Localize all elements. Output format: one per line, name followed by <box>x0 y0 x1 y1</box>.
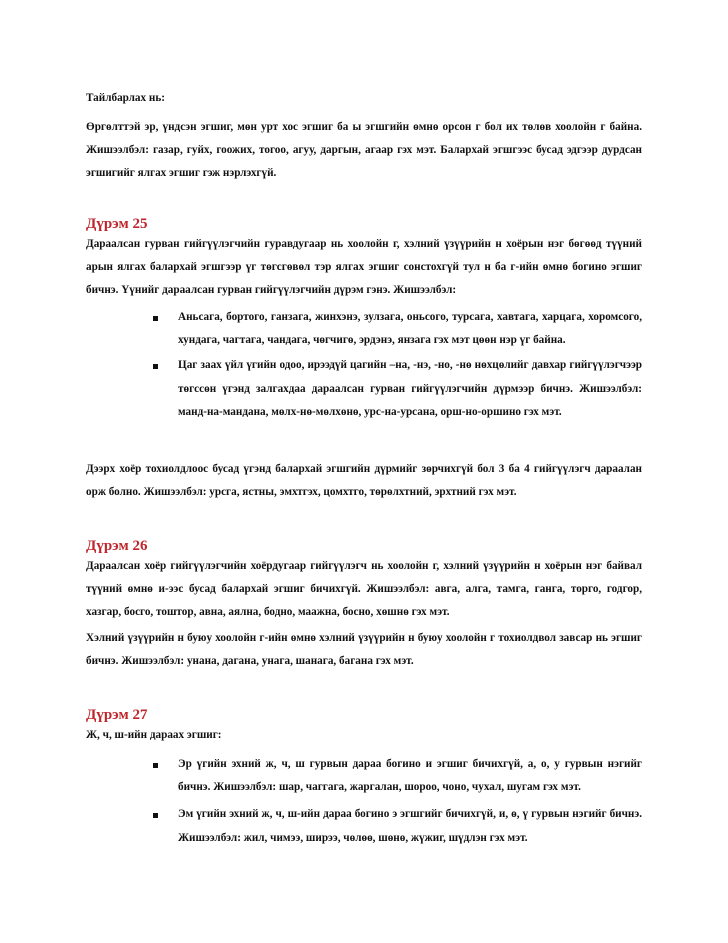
rule-25-bullet-2: Цаг заах үйл үгийн одоо, ирээдүй цагийн –на, -нэ, -но, -нө нөхцөлийг давхар гийгүүлэгчээр төгссөн үгэнд залгахдаа дараалсан гурван гийгүүлэгчийн дүрмээр бичнэ. Жишээлбэл: манд-на-мандана, мөлх-нө-мөлхөнө, урс-на-урсана, орш-но-оршино гэх мэт. <box>178 359 642 418</box>
list-item <box>86 354 642 424</box>
rule-25-intro: Дараалсан гурван гийгүүлэгчийн гуравдугаар нь хоолойн г, хэлний үзүүрийн н хоёрын нэг бөгөөд түүний арын ялгах балархай эгшгээр үг төгсгөвөл тэр ялгах эгшиг сонстохгүй тул н ба г-ийн өмнө богино эгшиг бичнэ. Үүнийг дараалсан гурван гийгүүлэгчийн дүрэм гэнэ. Жишээлбэл: <box>86 238 642 297</box>
note-paragraph: Өргөлттэй эр, үндсэн эгшиг, мөн урт хос эгшиг ба ы эгшгийн өмнө орсон г бол их төлөв хоолойн г байна. Жишээлбэл: газар, гуйх, гоожих, тогоо, агуу, даргын, агаар гэх мэт. Балархай эгшгээс бусад эдгээр дурдсан эгшигийг ялгах эгшиг гэж нэрлэхгүй. <box>86 121 642 180</box>
rule-26-paragraph-2: Хэлний үзүүрийн н буюу хоолойн г-ийн өмнө хэлний үзүүрийн н буюу хоолойн г тохиолдвол завсар нь эгшиг бичнэ. Жишээлбэл: унана, дагана, унага, шанага, багана гэх мэт. <box>86 632 642 668</box>
rule-27-title: Дүрэм 27 <box>86 707 148 723</box>
rule-25-title: Дүрэм 25 <box>86 216 148 232</box>
rule-27-bullet-1: Эр үгийн эхний ж, ч, ш гурвын дараа богино и эгшиг бичихгүй, а, о, у гурвын нэгийг бичнэ. Жишээлбэл: шар, чаггага, жаргалан, шороо, чоно, чухал, шугам гэх мэт. <box>178 758 642 794</box>
rule-25-bullet-list <box>86 306 642 424</box>
note-heading: Тайлбарлах нь: <box>86 92 165 104</box>
rule-26-paragraph-1: Дараалсан хоёр гийгүүлэгчийн хоёрдугаар гийгүүлэгч нь хоолойн г, хэлний үзүүрийн н хоёрын нэг байвал түүний өмнө и-ээс бусад балархай эгшиг бичихгүй. Жишээлбэл: авга, алга, тамга, ганга, торго, годгор, хазгар, босго, тоштор, авна, аялна, бодно, маажна, босно, хөшнө гэх мэт. <box>86 560 642 619</box>
rule-27-intro: Ж, ч, ш-ийн дараах эгшиг: <box>86 729 222 741</box>
rule-25-outro: Дээрх хоёр тохиолдлоос бусад үгэнд балархай эгшгийн дүрмийг зөрчихгүй бол 3 ба 4 гийгүүлэгч дараалан орж болно. Жишээлбэл: урсга, ястны, эмхтгэх, цомхтго, төрөлхтний, эрхтний гэх мэт. <box>86 463 642 499</box>
bullet-icon <box>153 364 158 369</box>
bullet-icon <box>153 813 158 818</box>
bullet-icon <box>153 316 158 321</box>
list-item <box>86 306 642 352</box>
rule-25-bullet-1: Аньсага, бортого, ганзага, жинхэнэ, зулзага, оньсого, турсага, хавтага, харцага, хоромсого, хундага, чагтага, чандага, чөгчигө, эрдэнэ, янзага гэх мэт цөөн нэр үг байна. <box>178 311 642 347</box>
rule-26-title: Дүрэм 26 <box>86 538 148 554</box>
list-item <box>86 803 642 849</box>
rule-27-bullet-list <box>86 753 642 850</box>
bullet-icon <box>153 763 158 768</box>
rule-27-bullet-2: Эм үгийн эхний ж, ч, ш-ийн дараа богино э эгшгийг бичихгүй, и, ө, ү гурвын нэгийг бичнэ. Жишээлбэл: жил, чимээ, ширээ, чөлөө, шөнө, жүжиг, шүдлэн гэх мэт. <box>178 808 642 844</box>
list-item <box>86 753 642 799</box>
